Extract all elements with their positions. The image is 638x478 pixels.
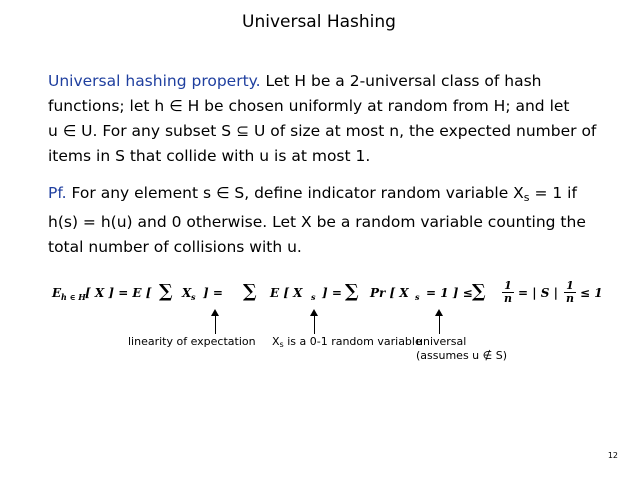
expectation-formula (52, 280, 622, 310)
formula-part-10: ≤ 1 (580, 286, 603, 300)
formula-part-5-subscript: s (311, 292, 316, 302)
formula-part-2: [ X ] = E [ (85, 286, 152, 300)
sum-symbol-1: ∑ (159, 281, 173, 302)
formula-part-6: ] = (322, 286, 342, 300)
annotation-x: X (272, 335, 280, 348)
formula-part-7-subscript: s (415, 292, 420, 302)
fraction-2-numerator: 1 (564, 280, 576, 293)
formula-part-9: = | S | (518, 286, 558, 300)
property-text-1: Let H be a 2-universal class of hash (265, 72, 542, 90)
property-line-4: items in S that collide with u is at most 1. (48, 147, 371, 165)
property-label: Universal hashing property. (48, 72, 261, 90)
fraction-1-denominator: n (504, 292, 512, 305)
formula-x-subscript: s (191, 292, 196, 302)
annotation-universal-line-2: (assumes u ∉ S) (416, 349, 507, 362)
page-number: 12 (607, 451, 618, 460)
fraction-1-numerator: 1 (502, 280, 514, 293)
slide-title: Universal Hashing (242, 12, 396, 32)
formula-part-7: Pr [ X (370, 286, 409, 300)
proof-label: Pf. (48, 184, 67, 202)
annotation-universal (416, 335, 507, 363)
sum-symbol-3: ∑ (345, 281, 359, 302)
formula-part-4: ] = (203, 286, 223, 300)
formula-e-subscript: h ∈ H (61, 292, 86, 302)
annotation-zero-one (272, 335, 422, 352)
proof-line-1 (48, 181, 608, 210)
up-arrow-icon (314, 314, 315, 334)
annotation-x-subscript: s (279, 340, 284, 349)
property-line-1 (48, 69, 608, 94)
up-arrow-icon (215, 314, 216, 334)
up-arrow-icon (439, 314, 440, 334)
property-paragraph (48, 69, 608, 169)
property-line-3: u ∈ U. For any subset S ⊆ U of size at most n, the expected number of (48, 122, 597, 140)
fraction-2 (564, 280, 576, 305)
proof-subscript: s (523, 191, 530, 204)
sum-symbol-2: ∑ (243, 281, 257, 302)
formula-x: X (182, 286, 192, 300)
fraction-2-denominator: n (566, 292, 574, 305)
property-line-2: functions; let h ∈ H be chosen uniformly at random from H; and let (48, 97, 570, 115)
proof-text-1a: For any element s ∈ S, define indicator random variable X (71, 184, 524, 202)
proof-line-3: total number of collisions with u. (48, 238, 302, 256)
annotation-linearity: linearity of expectation (128, 335, 256, 348)
annotation-zero-one-text: is a 0-1 random variable (283, 335, 422, 348)
annotation-universal-line-1: universal (416, 335, 467, 348)
sum-symbol-4: ∑ (472, 281, 486, 302)
proof-paragraph (48, 181, 608, 260)
proof-line-2: h(s) = h(u) and 0 otherwise. Let X be a random variable counting the (48, 213, 586, 231)
fraction-1 (502, 280, 514, 305)
formula-part-8: = 1 ] ≤ (426, 286, 473, 300)
formula-part-5: E [ X (270, 286, 303, 300)
proof-text-1b: = 1 if (529, 184, 577, 202)
formula-e: E (52, 286, 62, 300)
